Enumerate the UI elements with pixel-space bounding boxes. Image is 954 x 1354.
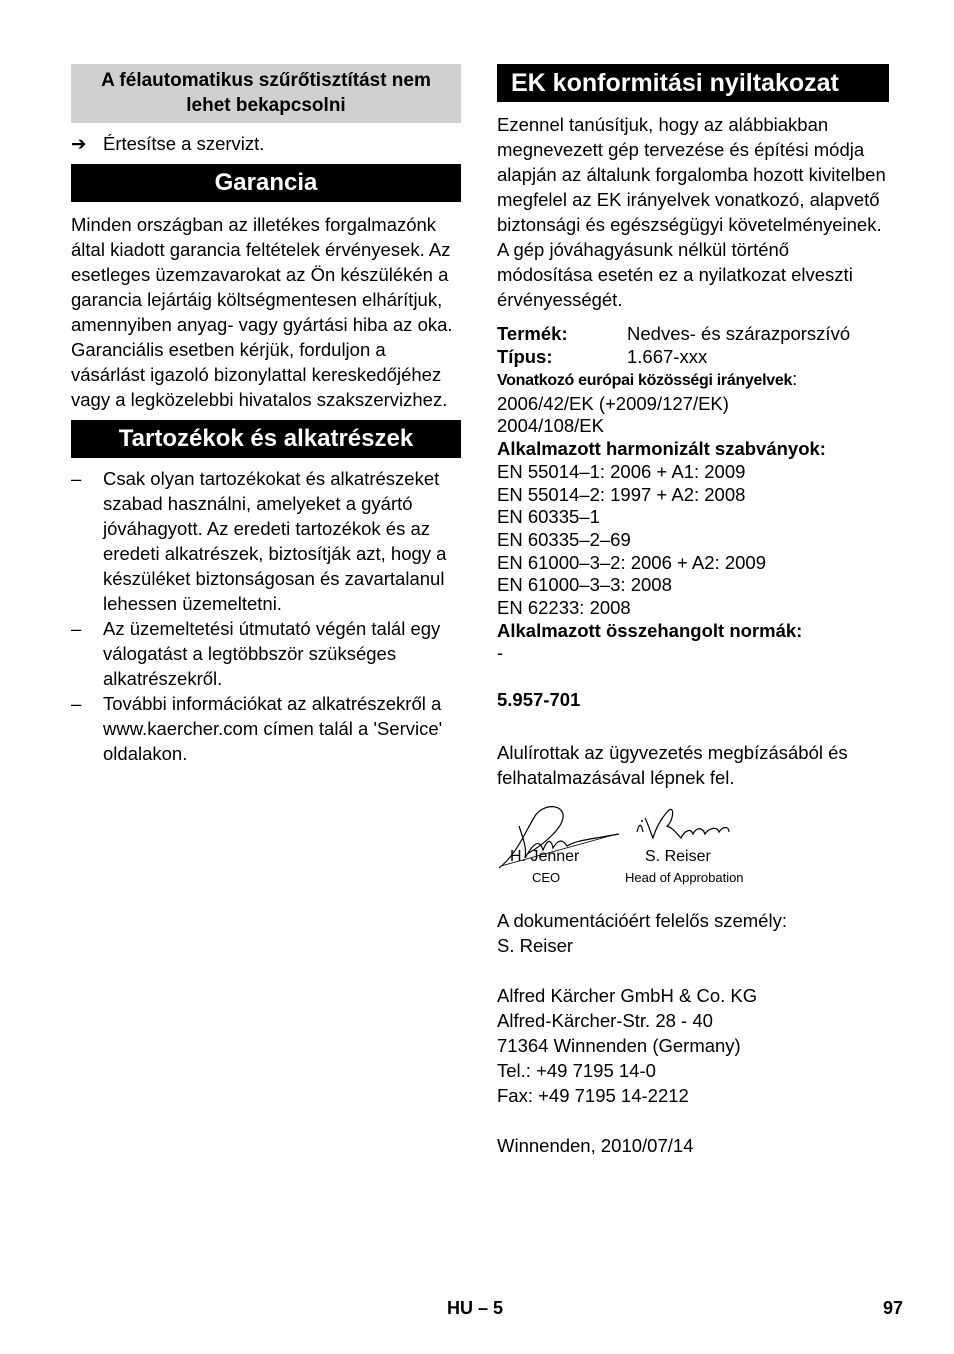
footer-language-page: HU – 5: [447, 1298, 504, 1318]
directives-label: Vonatkozó európai közösségi irányelvek:: [497, 368, 798, 389]
accessories-list: [71, 466, 461, 766]
norms-value: -: [497, 642, 504, 664]
signature-block: [497, 804, 889, 900]
doc-responsible-label: A dokumentációért felelős személy:: [497, 909, 787, 931]
signer1-name: H. Jenner: [510, 847, 580, 865]
standard-item: EN 62233: 2008: [497, 597, 631, 619]
problem-step: [71, 131, 461, 156]
type-row: Típus: 1.667-xxx: [497, 346, 708, 367]
standard-item: EN 61000–3–3: 2008: [497, 574, 672, 596]
signer1-role: CEO: [532, 869, 561, 885]
directive-item: 2006/42/EK (+2009/127/EK): [497, 392, 729, 414]
declaration-heading: EK konformitási nyiltakozat: [497, 64, 889, 102]
problem-step-text: Értesítse a szervizt.: [103, 133, 265, 154]
right-column: [497, 64, 889, 1158]
dash-bullet: –: [71, 693, 82, 714]
product-info: [497, 322, 889, 368]
footer-page-number: 97: [883, 1298, 904, 1318]
dash-bullet: –: [71, 618, 82, 639]
left-column: [71, 64, 461, 766]
arrow-right-icon: ➔: [71, 133, 87, 154]
document-number: 5.957-701: [497, 689, 581, 711]
doc-responsible-name: S. Reiser: [497, 934, 574, 956]
declaration-intro: Ezennel tanúsítjuk, hogy az alábbiakban megnevezett gép tervezése és építési módja alapján az általunk forgalomba hozott kivitelben megfelel az EK irányelvek vonatkozó, alapvető biztonsági és egészségügyi követelményeinek. A gép jóváhagyásunk nélkül történő módosítása esetén ez a nyilatkozat elveszti érvényességét.: [497, 114, 886, 310]
norms-label: Alkalmazott összehangolt normák:: [497, 619, 803, 641]
signers-text: Alulírottak az ügyvezetés megbízásából és felhatalmazásával lépnek fel.: [497, 741, 848, 788]
accessories-heading: Tartozékok és alkatrészek: [71, 420, 461, 458]
signer2-name: S. Reiser: [645, 847, 711, 865]
problem-heading: A félautomatikus szűrőtisztítást nem lehet bekapcsolni: [71, 64, 461, 123]
list-item: – Csak olyan tartozékokat és alkatrészeket szabad használni, amelyeket a gyártó jóváhagyott. Az eredeti tartozékok és az eredeti alkatrészek, biztosítják azt, hogy a készüléket biztonságosan és zavartalanul lehessen üzemeltetni.: [71, 468, 447, 614]
place-date: Winnenden, 2010/07/14: [497, 1134, 694, 1156]
list-item: – További információkat az alkatrészekről a www.kaercher.com címen talál a 'Service' oldalakon.: [71, 693, 443, 764]
directive-item: 2004/108/EK: [497, 415, 604, 437]
standard-item: EN 60335–1: [497, 506, 600, 528]
warranty-text: Minden országban az illetékes forgalmazónk által kiadott garancia feltételek érvényesek. Az esetleges üzemzavarokat az Ön készülékén a garancia lejártáig költségmentesen elhárítjuk, amennyiben anyag- vagy gyártási hiba az oka. Garanciális esetben kérjük, forduljon a vásárlást igazoló bizonylattal kereskedőjéhez vagy a legközelebbi hivatalos szakszervizhez.: [71, 214, 453, 410]
company-address: [497, 983, 889, 1108]
warranty-heading: Garancia: [71, 164, 461, 202]
address-line: 71364 Winnenden (Germany): [497, 1034, 741, 1056]
address-line: Tel.: +49 7195 14-0: [497, 1059, 656, 1081]
standard-item: EN 61000–3–2: 2006 + A2: 2009: [497, 551, 766, 573]
standard-item: EN 55014–2: 1997 + A2: 2008: [497, 483, 746, 505]
address-line: Fax: +49 7195 14-2212: [497, 1084, 689, 1106]
list-item: – Az üzemeltetési útmutató végén talál egy válogatást a legtöbbször szükséges alkatrészekről.: [71, 618, 441, 689]
address-line: Alfred Kärcher GmbH & Co. KG: [497, 984, 758, 1006]
standard-item: EN 55014–1: 2006 + A1: 2009: [497, 460, 746, 482]
signer2-role: Head of Approbation: [625, 869, 744, 885]
dash-bullet: –: [71, 468, 82, 489]
product-row: Termék: Nedves- és szárazporszívó: [497, 323, 851, 344]
standards-label: Alkalmazott harmonizált szabványok:: [497, 438, 826, 460]
address-line: Alfred-Kärcher-Str. 28 - 40: [497, 1009, 713, 1031]
standard-item: EN 60335–2–69: [497, 528, 631, 550]
